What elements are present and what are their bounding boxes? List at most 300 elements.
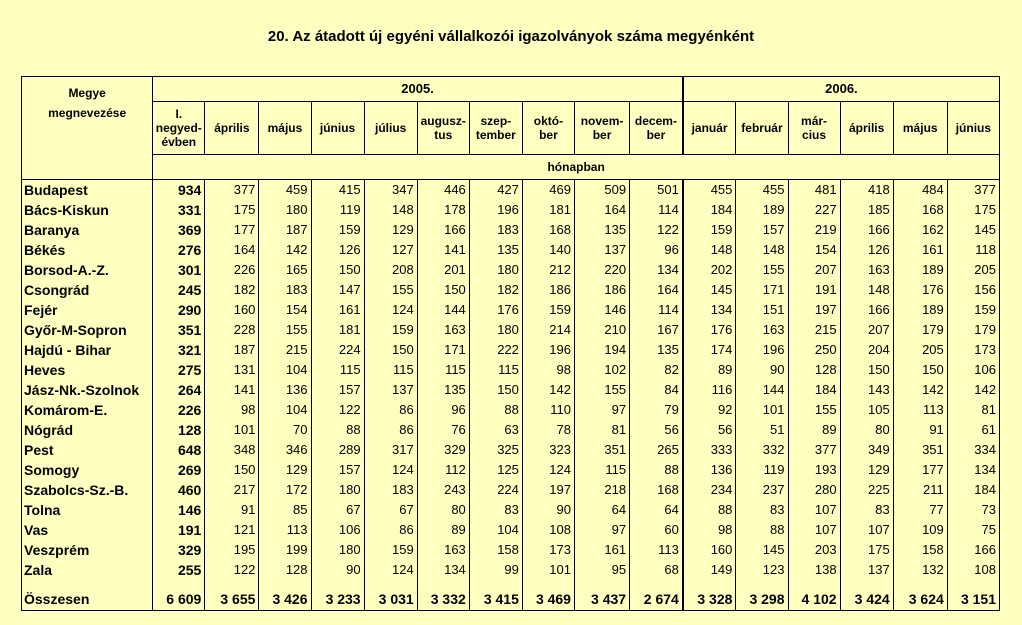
value-cell: 112 <box>417 460 469 480</box>
spacer-cell <box>311 580 364 588</box>
value-cell: 88 <box>311 420 364 440</box>
value-cell: 329 <box>153 540 205 560</box>
value-cell: 191 <box>153 520 205 540</box>
value-cell: 150 <box>311 260 364 280</box>
value-cell: 91 <box>893 420 947 440</box>
value-cell: 163 <box>417 320 469 340</box>
value-cell: 104 <box>469 520 522 540</box>
value-cell: 189 <box>893 260 947 280</box>
value-cell: 3 151 <box>947 588 999 611</box>
value-cell: 150 <box>469 380 522 400</box>
value-cell: 459 <box>259 180 311 201</box>
value-cell: 126 <box>840 240 893 260</box>
value-cell: 159 <box>364 540 417 560</box>
value-cell: 280 <box>788 480 840 500</box>
value-cell: 145 <box>736 540 788 560</box>
unit-header: hónapban <box>153 155 1000 180</box>
spacer-cell <box>259 580 311 588</box>
value-cell: 155 <box>259 320 311 340</box>
value-cell: 129 <box>259 460 311 480</box>
value-cell: 78 <box>522 420 574 440</box>
value-cell: 276 <box>153 240 205 260</box>
spacer-cell <box>153 580 205 588</box>
value-cell: 96 <box>417 400 469 420</box>
value-cell: 155 <box>364 280 417 300</box>
value-cell: 60 <box>630 520 683 540</box>
value-cell: 146 <box>153 500 205 520</box>
value-cell: 114 <box>630 300 683 320</box>
value-cell: 317 <box>364 440 417 460</box>
value-cell: 237 <box>736 480 788 500</box>
county-name: Zala <box>22 560 153 580</box>
table-row <box>22 340 1000 360</box>
value-cell: 158 <box>893 540 947 560</box>
value-cell: 418 <box>840 180 893 201</box>
value-cell: 97 <box>574 400 629 420</box>
value-cell: 3 233 <box>311 588 364 611</box>
table-row <box>22 300 1000 320</box>
value-cell: 3 328 <box>683 588 736 611</box>
value-cell: 203 <box>788 540 840 560</box>
month-header: február <box>736 102 788 155</box>
value-cell: 121 <box>205 520 259 540</box>
value-cell: 186 <box>574 280 629 300</box>
value-cell: 189 <box>893 300 947 320</box>
table-row <box>22 260 1000 280</box>
value-cell: 196 <box>469 200 522 220</box>
value-cell: 115 <box>469 360 522 380</box>
value-cell: 427 <box>469 180 522 201</box>
value-cell: 81 <box>947 400 999 420</box>
value-cell: 154 <box>259 300 311 320</box>
value-cell: 119 <box>736 460 788 480</box>
county-name: Tolna <box>22 500 153 520</box>
value-cell: 115 <box>574 460 629 480</box>
table-row <box>22 480 1000 500</box>
value-cell: 90 <box>311 560 364 580</box>
value-cell: 161 <box>893 240 947 260</box>
value-cell: 126 <box>311 240 364 260</box>
month-header: I. negyed- évben <box>153 102 205 155</box>
value-cell: 4 102 <box>788 588 840 611</box>
value-cell: 208 <box>364 260 417 280</box>
value-cell: 160 <box>205 300 259 320</box>
value-cell: 176 <box>893 280 947 300</box>
value-cell: 205 <box>947 260 999 280</box>
value-cell: 159 <box>947 300 999 320</box>
value-cell: 98 <box>522 360 574 380</box>
value-cell: 197 <box>522 480 574 500</box>
data-table <box>21 76 1000 611</box>
value-cell: 91 <box>205 500 259 520</box>
value-cell: 162 <box>893 220 947 240</box>
value-cell: 219 <box>788 220 840 240</box>
county-name: Fejér <box>22 300 153 320</box>
value-cell: 148 <box>683 240 736 260</box>
value-cell: 168 <box>630 480 683 500</box>
table-row <box>22 520 1000 540</box>
value-cell: 184 <box>788 380 840 400</box>
value-cell: 128 <box>153 420 205 440</box>
value-cell: 3 424 <box>840 588 893 611</box>
value-cell: 77 <box>893 500 947 520</box>
value-cell: 150 <box>364 340 417 360</box>
value-cell: 175 <box>840 540 893 560</box>
county-name: Jász-Nk.-Szolnok <box>22 380 153 400</box>
month-header: június <box>311 102 364 155</box>
value-cell: 234 <box>683 480 736 500</box>
value-cell: 64 <box>630 500 683 520</box>
value-cell: 107 <box>788 500 840 520</box>
value-cell: 167 <box>630 320 683 340</box>
value-cell: 185 <box>840 200 893 220</box>
value-cell: 265 <box>630 440 683 460</box>
value-cell: 415 <box>311 180 364 201</box>
month-header: októ- ber <box>522 102 574 155</box>
value-cell: 63 <box>469 420 522 440</box>
value-cell: 148 <box>840 280 893 300</box>
value-cell: 115 <box>311 360 364 380</box>
value-cell: 214 <box>522 320 574 340</box>
value-cell: 145 <box>947 220 999 240</box>
value-cell: 164 <box>574 200 629 220</box>
value-cell: 137 <box>840 560 893 580</box>
spacer-cell <box>683 580 736 588</box>
value-cell: 70 <box>259 420 311 440</box>
table-row <box>22 500 1000 520</box>
value-cell: 157 <box>736 220 788 240</box>
value-cell: 207 <box>788 260 840 280</box>
county-header-line2: megnevezése <box>48 106 127 120</box>
value-cell: 88 <box>736 520 788 540</box>
value-cell: 228 <box>205 320 259 340</box>
value-cell: 481 <box>788 180 840 201</box>
value-cell: 104 <box>259 360 311 380</box>
value-cell: 131 <box>205 360 259 380</box>
value-cell: 106 <box>311 520 364 540</box>
value-cell: 3 426 <box>259 588 311 611</box>
table-row <box>22 320 1000 340</box>
value-cell: 56 <box>683 420 736 440</box>
value-cell: 193 <box>788 460 840 480</box>
spacer-cell <box>22 580 153 588</box>
value-cell: 61 <box>947 420 999 440</box>
value-cell: 150 <box>417 280 469 300</box>
value-cell: 67 <box>311 500 364 520</box>
value-cell: 455 <box>683 180 736 201</box>
value-cell: 175 <box>947 200 999 220</box>
value-cell: 301 <box>153 260 205 280</box>
value-cell: 172 <box>259 480 311 500</box>
value-cell: 83 <box>736 500 788 520</box>
month-header: augusz- tus <box>417 102 469 155</box>
county-name: Győr-M-Sopron <box>22 320 153 340</box>
value-cell: 168 <box>522 220 574 240</box>
table-row <box>22 360 1000 380</box>
value-cell: 143 <box>840 380 893 400</box>
value-cell: 101 <box>205 420 259 440</box>
value-cell: 88 <box>630 460 683 480</box>
value-cell: 95 <box>574 560 629 580</box>
value-cell: 81 <box>574 420 629 440</box>
spacer-cell <box>788 580 840 588</box>
table-row <box>22 380 1000 400</box>
county-name: Hajdú - Bihar <box>22 340 153 360</box>
value-cell: 107 <box>788 520 840 540</box>
value-cell: 76 <box>417 420 469 440</box>
value-cell: 83 <box>469 500 522 520</box>
spacer-cell <box>364 580 417 588</box>
value-cell: 183 <box>364 480 417 500</box>
value-cell: 3 655 <box>205 588 259 611</box>
value-cell: 225 <box>840 480 893 500</box>
value-cell: 155 <box>574 380 629 400</box>
value-cell: 123 <box>736 560 788 580</box>
value-cell: 142 <box>259 240 311 260</box>
value-cell: 128 <box>788 360 840 380</box>
value-cell: 148 <box>736 240 788 260</box>
month-header: novem- ber <box>574 102 629 155</box>
value-cell: 124 <box>522 460 574 480</box>
value-cell: 211 <box>893 480 947 500</box>
value-cell: 179 <box>947 320 999 340</box>
value-cell: 99 <box>469 560 522 580</box>
value-cell: 347 <box>364 180 417 201</box>
value-cell: 196 <box>522 340 574 360</box>
value-cell: 349 <box>840 440 893 460</box>
value-cell: 86 <box>364 520 417 540</box>
value-cell: 56 <box>630 420 683 440</box>
value-cell: 226 <box>153 400 205 420</box>
value-cell: 145 <box>683 280 736 300</box>
value-cell: 166 <box>417 220 469 240</box>
value-cell: 164 <box>630 280 683 300</box>
month-header: május <box>893 102 947 155</box>
value-cell: 3 624 <box>893 588 947 611</box>
value-cell: 173 <box>522 540 574 560</box>
value-cell: 146 <box>574 300 629 320</box>
value-cell: 128 <box>259 560 311 580</box>
value-cell: 67 <box>364 500 417 520</box>
value-cell: 250 <box>788 340 840 360</box>
table-title: 20. Az átadott új egyéni vállalkozói igazolványok száma megyénként <box>267 28 755 45</box>
value-cell: 110 <box>522 400 574 420</box>
value-cell: 215 <box>788 320 840 340</box>
county-name: Nógrád <box>22 420 153 440</box>
county-name: Veszprém <box>22 540 153 560</box>
value-cell: 124 <box>364 560 417 580</box>
value-cell: 163 <box>840 260 893 280</box>
value-cell: 176 <box>469 300 522 320</box>
value-cell: 180 <box>259 200 311 220</box>
spacer-cell <box>893 580 947 588</box>
value-cell: 159 <box>364 320 417 340</box>
value-cell: 501 <box>630 180 683 201</box>
value-cell: 164 <box>205 240 259 260</box>
value-cell: 140 <box>522 240 574 260</box>
value-cell: 138 <box>788 560 840 580</box>
value-cell: 180 <box>311 540 364 560</box>
value-cell: 92 <box>683 400 736 420</box>
value-cell: 346 <box>259 440 311 460</box>
value-cell: 134 <box>417 560 469 580</box>
spacer-cell <box>947 580 999 588</box>
value-cell: 132 <box>893 560 947 580</box>
month-header: január <box>683 102 736 155</box>
value-cell: 176 <box>683 320 736 340</box>
month-header: június <box>947 102 999 155</box>
value-cell: 212 <box>522 260 574 280</box>
value-cell: 3 437 <box>574 588 629 611</box>
value-cell: 73 <box>947 500 999 520</box>
table-row <box>22 200 1000 220</box>
value-cell: 108 <box>947 560 999 580</box>
spacer-cell <box>205 580 259 588</box>
value-cell: 224 <box>311 340 364 360</box>
table-row <box>22 240 1000 260</box>
value-cell: 351 <box>153 320 205 340</box>
value-cell: 215 <box>259 340 311 360</box>
value-cell: 75 <box>947 520 999 540</box>
value-cell: 187 <box>205 340 259 360</box>
value-cell: 159 <box>683 220 736 240</box>
county-name: Összesen <box>22 588 153 611</box>
value-cell: 166 <box>840 220 893 240</box>
value-cell: 89 <box>788 420 840 440</box>
value-cell: 171 <box>736 280 788 300</box>
value-cell: 135 <box>630 340 683 360</box>
value-cell: 179 <box>893 320 947 340</box>
county-name: Somogy <box>22 460 153 480</box>
value-cell: 226 <box>205 260 259 280</box>
county-name: Csongrád <box>22 280 153 300</box>
value-cell: 155 <box>788 400 840 420</box>
value-cell: 180 <box>469 320 522 340</box>
value-cell: 104 <box>259 400 311 420</box>
value-cell: 351 <box>574 440 629 460</box>
spacer-cell <box>840 580 893 588</box>
value-cell: 161 <box>311 300 364 320</box>
value-cell: 127 <box>364 240 417 260</box>
value-cell: 166 <box>840 300 893 320</box>
value-cell: 158 <box>469 540 522 560</box>
value-cell: 142 <box>522 380 574 400</box>
value-cell: 199 <box>259 540 311 560</box>
value-cell: 80 <box>840 420 893 440</box>
value-cell: 86 <box>364 400 417 420</box>
value-cell: 202 <box>683 260 736 280</box>
value-cell: 275 <box>153 360 205 380</box>
value-cell: 79 <box>630 400 683 420</box>
value-cell: 648 <box>153 440 205 460</box>
county-name: Budapest <box>22 180 153 201</box>
month-header: április <box>840 102 893 155</box>
value-cell: 89 <box>683 360 736 380</box>
value-cell: 136 <box>683 460 736 480</box>
value-cell: 137 <box>574 240 629 260</box>
value-cell: 3 031 <box>364 588 417 611</box>
value-cell: 181 <box>522 200 574 220</box>
value-cell: 85 <box>259 500 311 520</box>
value-cell: 321 <box>153 340 205 360</box>
value-cell: 129 <box>840 460 893 480</box>
value-cell: 114 <box>630 200 683 220</box>
value-cell: 122 <box>311 400 364 420</box>
value-cell: 136 <box>259 380 311 400</box>
value-cell: 181 <box>311 320 364 340</box>
value-cell: 147 <box>311 280 364 300</box>
table-row <box>22 220 1000 240</box>
value-cell: 217 <box>205 480 259 500</box>
county-name: Bács-Kiskun <box>22 200 153 220</box>
value-cell: 119 <box>311 200 364 220</box>
value-cell: 166 <box>947 540 999 560</box>
county-name: Pest <box>22 440 153 460</box>
county-name: Vas <box>22 520 153 540</box>
value-cell: 269 <box>153 460 205 480</box>
value-cell: 171 <box>417 340 469 360</box>
value-cell: 144 <box>736 380 788 400</box>
value-cell: 101 <box>522 560 574 580</box>
value-cell: 122 <box>205 560 259 580</box>
value-cell: 109 <box>893 520 947 540</box>
year-2005-header: 2005. <box>153 77 683 102</box>
value-cell: 243 <box>417 480 469 500</box>
value-cell: 105 <box>840 400 893 420</box>
value-cell: 134 <box>947 460 999 480</box>
value-cell: 182 <box>469 280 522 300</box>
value-cell: 184 <box>947 480 999 500</box>
value-cell: 184 <box>683 200 736 220</box>
value-cell: 122 <box>630 220 683 240</box>
value-cell: 106 <box>947 360 999 380</box>
value-cell: 118 <box>947 240 999 260</box>
value-cell: 175 <box>205 200 259 220</box>
value-cell: 325 <box>469 440 522 460</box>
value-cell: 160 <box>683 540 736 560</box>
spacer-cell <box>417 580 469 588</box>
value-cell: 197 <box>788 300 840 320</box>
value-cell: 210 <box>574 320 629 340</box>
value-cell: 220 <box>574 260 629 280</box>
value-cell: 168 <box>893 200 947 220</box>
value-cell: 89 <box>417 520 469 540</box>
value-cell: 334 <box>947 440 999 460</box>
value-cell: 183 <box>469 220 522 240</box>
value-cell: 88 <box>683 500 736 520</box>
value-cell: 129 <box>364 220 417 240</box>
value-cell: 102 <box>574 360 629 380</box>
value-cell: 98 <box>683 520 736 540</box>
value-cell: 377 <box>205 180 259 201</box>
value-cell: 116 <box>683 380 736 400</box>
value-cell: 182 <box>205 280 259 300</box>
month-header: április <box>205 102 259 155</box>
value-cell: 187 <box>259 220 311 240</box>
table-row <box>22 420 1000 440</box>
value-cell: 88 <box>469 400 522 420</box>
table-row <box>22 560 1000 580</box>
value-cell: 163 <box>736 320 788 340</box>
value-cell: 484 <box>893 180 947 201</box>
value-cell: 101 <box>736 400 788 420</box>
value-cell: 204 <box>840 340 893 360</box>
value-cell: 207 <box>840 320 893 340</box>
value-cell: 348 <box>205 440 259 460</box>
value-cell: 137 <box>364 380 417 400</box>
value-cell: 455 <box>736 180 788 201</box>
value-cell: 6 609 <box>153 588 205 611</box>
